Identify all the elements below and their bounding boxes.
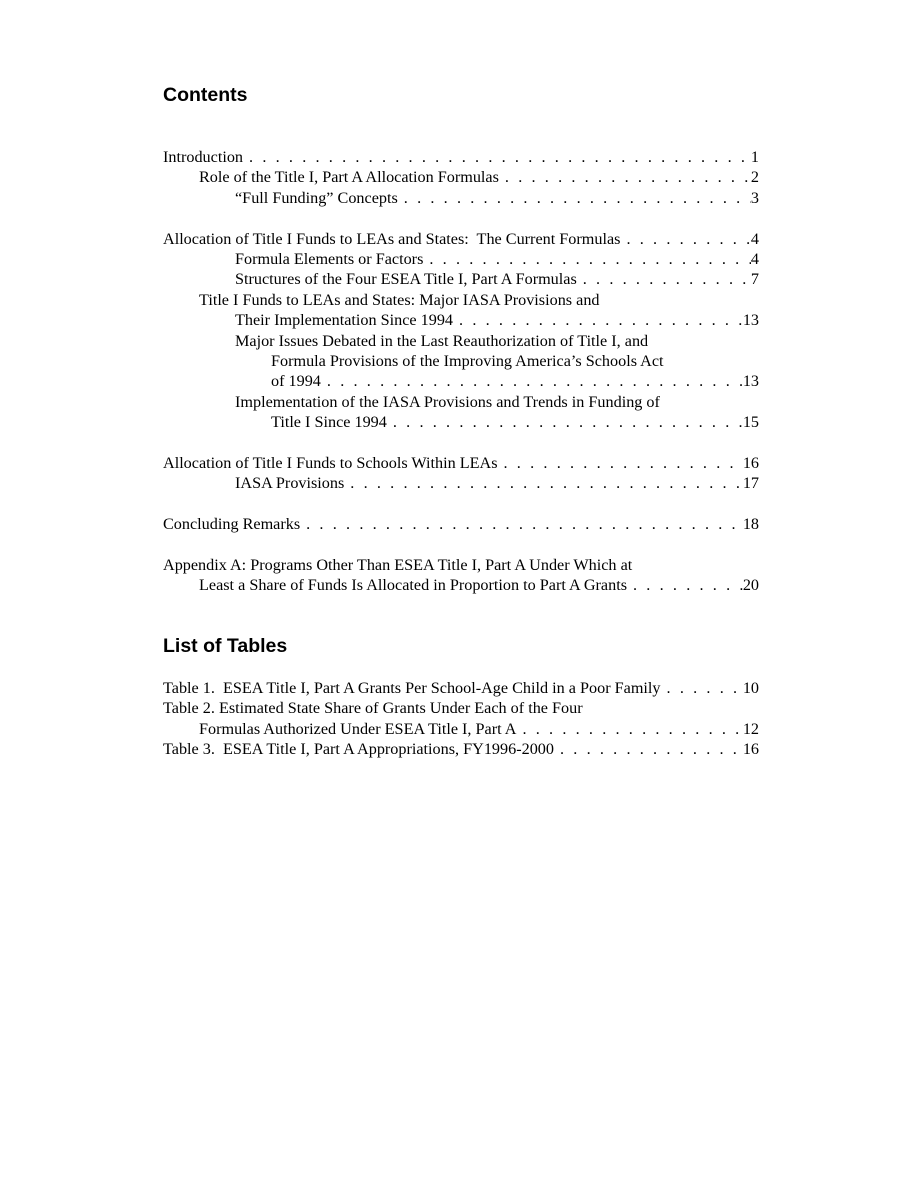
toc-entry (163, 147, 759, 167)
toc-entry (163, 310, 759, 330)
toc-entry (163, 412, 759, 432)
toc-entry-page: 17 (742, 474, 759, 493)
toc-entry (163, 331, 759, 351)
toc-entry-page: 13 (742, 311, 759, 330)
toc-entry (163, 473, 759, 493)
toc-entry-page: 3 (750, 188, 759, 207)
toc-entry (163, 229, 759, 249)
toc-entry-page: 7 (750, 270, 759, 289)
toc-entry (163, 290, 759, 310)
list-of-tables-heading: List of Tables (163, 635, 288, 657)
toc-entry-title: Role of the Title I, Part A Allocation Formulas (199, 168, 499, 187)
dot-leader (453, 310, 743, 330)
toc-entry-page: 2 (750, 168, 759, 187)
toc-entry-title: Concluding Remarks (163, 515, 301, 534)
toc-entry (163, 188, 759, 208)
spacer (163, 208, 759, 228)
dot-leader (398, 188, 751, 208)
dot-leader (627, 575, 743, 595)
toc-entry-page: 20 (742, 576, 759, 595)
toc-entry (163, 719, 759, 739)
toc-entry-title: Appendix A: Programs Other Than ESEA Title I, Part A Under Which at (163, 555, 633, 574)
toc-entry-page: 12 (742, 719, 759, 738)
toc-entry (163, 698, 759, 718)
toc-entry-title: Table 2. Estimated State Share of Grants Under Each of the Four (163, 699, 583, 718)
toc-entry-title: Allocation of Title I Funds to Schools Within LEAs (163, 453, 498, 472)
toc-entry-title: IASA Provisions (235, 474, 345, 493)
dot-leader (499, 167, 751, 187)
toc-entry (163, 514, 759, 534)
toc-entry (163, 269, 759, 289)
dot-leader (387, 412, 743, 432)
toc-entry (163, 371, 759, 391)
dot-leader (554, 739, 743, 759)
toc-entry-title: Implementation of the IASA Provisions and Trends in Funding of (235, 392, 660, 411)
toc-entry-title: Their Implementation Since 1994 (235, 311, 454, 330)
dot-leader (344, 473, 743, 493)
toc-entry-page: 13 (742, 372, 759, 391)
toc-entry-title: Table 1. ESEA Title I, Part A Grants Per School-Age Child in a Poor Family (163, 679, 661, 697)
dot-leader (321, 371, 743, 391)
toc-entry-page: 16 (742, 453, 759, 472)
toc-entry-page: 10 (742, 679, 759, 697)
toc-entry (163, 555, 759, 575)
toc-entry-page: 1 (750, 148, 759, 166)
toc-entry-title: Structures of the Four ESEA Title I, Part A Formulas (235, 270, 577, 289)
toc-entry (163, 351, 759, 371)
toc-entry-title: Least a Share of Funds Is Allocated in Proportion to Part A Grants (199, 576, 628, 595)
table-of-contents (163, 147, 759, 596)
toc-entry-page: 4 (750, 229, 759, 248)
dot-leader (243, 147, 751, 167)
dot-leader (577, 269, 751, 289)
toc-entry (163, 249, 759, 269)
dot-leader (620, 229, 750, 249)
dot-leader (300, 514, 743, 534)
toc-entry-title: “Full Funding” Concepts (235, 188, 398, 207)
spacer (163, 534, 759, 554)
toc-entry-title: Title I Since 1994 (271, 413, 387, 432)
dot-leader (423, 249, 751, 269)
dot-leader (498, 453, 743, 473)
toc-entry-title: Formula Elements or Factors (235, 249, 424, 268)
toc-entry (163, 167, 759, 187)
toc-entry-page: 16 (742, 740, 759, 759)
toc-entry-title: Table 3. ESEA Title I, Part A Appropriations, FY1996-2000 (163, 740, 554, 759)
toc-entry-title: Formula Provisions of the Improving America’s Schools Act (271, 351, 664, 370)
toc-entry-page: 15 (742, 413, 759, 432)
contents-heading: Contents (163, 84, 248, 106)
dot-leader (661, 678, 743, 698)
toc-entry (163, 678, 759, 698)
list-of-tables (163, 678, 759, 760)
toc-entry (163, 453, 759, 473)
toc-entry-page: 4 (750, 249, 759, 268)
dot-leader (516, 719, 742, 739)
toc-entry-title: of 1994 (271, 372, 321, 391)
toc-entry-title: Introduction (163, 148, 244, 166)
spacer (163, 432, 759, 452)
toc-entry-page: 18 (742, 515, 759, 534)
toc-entry-title: Formulas Authorized Under ESEA Title I, Part A (199, 719, 517, 738)
toc-entry (163, 575, 759, 595)
toc-entry (163, 739, 759, 759)
toc-entry-title: Major Issues Debated in the Last Reauthorization of Title I, and (235, 331, 649, 350)
toc-entry (163, 392, 759, 412)
spacer (163, 494, 759, 514)
toc-entry-title: Title I Funds to LEAs and States: Major IASA Provisions and (199, 290, 600, 309)
toc-entry-title: Allocation of Title I Funds to LEAs and States: The Current Formulas (163, 229, 621, 248)
